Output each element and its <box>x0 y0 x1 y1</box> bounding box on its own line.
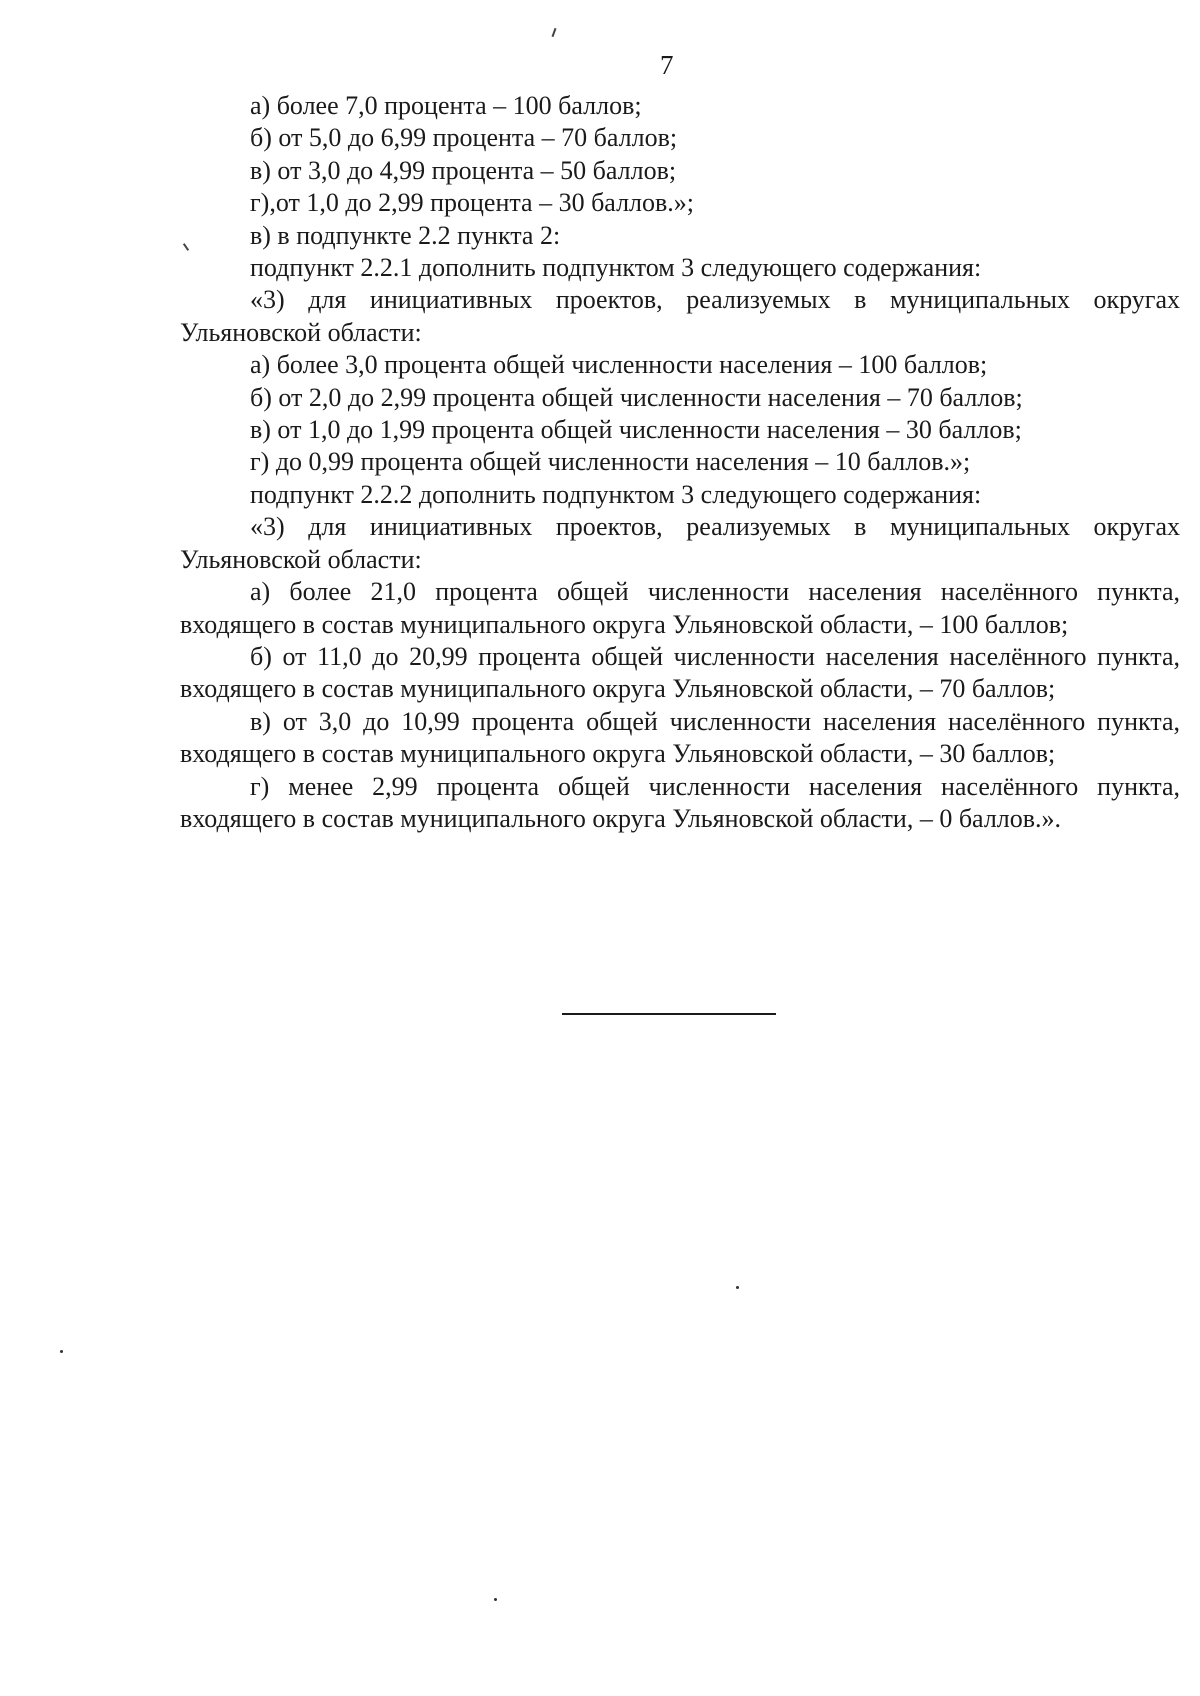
document-body <box>180 90 1180 835</box>
paragraph: а) более 7,0 процента – 100 баллов; <box>250 91 642 120</box>
paragraph: «3) для инициативных проектов, реализуемых в муниципальных округах Ульяновской области: <box>180 285 1180 347</box>
paragraph: б) от 5,0 до 6,99 процента – 70 баллов; <box>250 123 678 153</box>
scan-speck <box>60 1350 63 1353</box>
paragraph: «3) для инициативных проектов, реализуемых в муниципальных округах Ульяновской области: <box>180 512 1180 574</box>
page-number: 7 <box>660 50 674 80</box>
paragraph: в) от 3,0 до 4,99 процента – 50 баллов; <box>250 155 677 185</box>
scan-mark <box>552 28 557 37</box>
scan-speck <box>494 1598 497 1601</box>
paragraph: г),от 1,0 до 2,99 процента – 30 баллов.»; <box>250 188 695 218</box>
paragraph: г) до 0,99 процента общей численности населения – 10 баллов.»; <box>250 447 971 477</box>
paragraph: в) от 3,0 до 10,99 процента общей численности населения населённого пункта, входящего в состав муниципального округа Ульяновской области, – 30 баллов; <box>180 706 1180 769</box>
scan-speck <box>736 1286 739 1289</box>
paragraph: подпункт 2.2.2 дополнить подпунктом 3 следующего содержания: <box>250 479 982 509</box>
paragraph: а) более 21,0 процента общей численности населения населённого пункта, входящего в состав муниципального округа Ульяновской области, – 100 баллов; <box>180 577 1180 639</box>
paragraph: подпункт 2.2.1 дополнить подпунктом 3 следующего содержания: <box>250 253 982 283</box>
paragraph: а) более 3,0 процента общей численности населения – 100 баллов; <box>250 350 988 380</box>
paragraph: г) менее 2,99 процента общей численности населения населённого пункта, входящего в состав муниципального округа Ульяновской области, – 0 баллов.». <box>180 771 1180 833</box>
closing-divider <box>562 1013 776 1015</box>
paragraph: в) от 1,0 до 1,99 процента общей численности населения – 30 баллов; <box>250 415 1022 445</box>
paragraph: б) от 11,0 до 20,99 процента общей численности населения населённого пункта, входящего в состав муниципального округа Ульяновской области, – 70 баллов; <box>180 641 1180 704</box>
paragraph: в) в подпункте 2.2 пункта 2: <box>250 220 561 250</box>
paragraph: б) от 2,0 до 2,99 процента общей численности населения – 70 баллов; <box>250 382 1023 412</box>
